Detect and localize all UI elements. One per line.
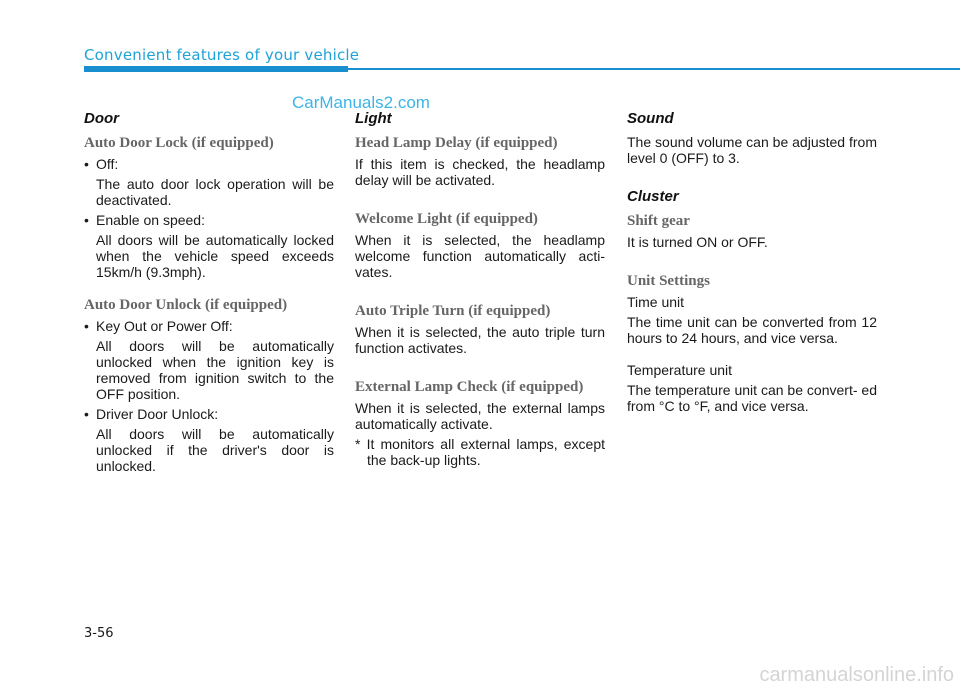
head-lamp-delay-heading: Head Lamp Delay (if equipped) xyxy=(355,135,558,151)
header-rule xyxy=(348,68,960,70)
auto-door-lock-heading: Auto Door Lock (if equipped) xyxy=(84,135,274,151)
cluster-heading: Cluster xyxy=(627,188,679,205)
unlock-driver-item: • Driver Door Unlock: xyxy=(84,406,334,422)
auto-triple-turn-heading: Auto Triple Turn (if equipped) xyxy=(355,303,551,319)
time-unit-label: Time unit xyxy=(627,294,685,310)
welcome-light-heading: Welcome Light (if equipped) xyxy=(355,211,538,227)
door-heading: Door xyxy=(84,110,119,127)
external-lamp-check-text: When it is selected, the external lamps automatically activate. xyxy=(355,400,605,432)
header-accent-bar xyxy=(84,66,348,72)
watermark-link[interactable]: CarManuals2.com xyxy=(292,93,430,112)
auto-triple-turn-text: When it is selected, the auto triple turn function activates. xyxy=(355,324,605,356)
lock-off-item: • Off: xyxy=(84,156,334,172)
column-sound-cluster xyxy=(627,110,877,418)
external-lamp-check-heading: External Lamp Check (if equipped) xyxy=(355,379,584,395)
page-number: 3-56 xyxy=(84,626,114,641)
sound-heading: Sound xyxy=(627,110,674,127)
shift-gear-text: It is turned ON or OFF. xyxy=(627,234,768,250)
footer-watermark: carmanualsonline.info xyxy=(759,664,954,686)
column-door xyxy=(84,110,334,478)
head-lamp-delay-text: If this item is checked, the headlamp delay will be activated. xyxy=(355,156,605,188)
shift-gear-heading: Shift gear xyxy=(627,213,690,229)
unlock-key-text: All doors will be automatically unlocked when the ignition key is removed from ignition switch to the OFF position. xyxy=(96,338,334,402)
section-header-title: Convenient features of your vehicle xyxy=(84,46,360,64)
temperature-unit-label: Temperature unit xyxy=(627,362,733,378)
lock-speed-item: • Enable on speed: xyxy=(84,212,334,228)
welcome-light-text: When it is selected, the headlamp welcome function automatically acti- vates. xyxy=(355,232,605,280)
external-lamp-note: * It monitors all external lamps, except the back-up lights. xyxy=(355,436,605,468)
unlock-key-item: • Key Out or Power Off: xyxy=(84,318,334,334)
unit-settings-heading: Unit Settings xyxy=(627,273,710,289)
lock-off-text: The auto door lock operation will be deactivated. xyxy=(96,176,334,208)
column-light xyxy=(355,110,605,472)
lock-speed-text: All doors will be automatically locked when the vehicle speed exceeds 15km/h (9.3mph). xyxy=(96,232,334,280)
auto-door-unlock-heading: Auto Door Unlock (if equipped) xyxy=(84,297,288,313)
sound-text: The sound volume can be adjusted from level 0 (OFF) to 3. xyxy=(627,134,877,166)
temperature-unit-text: The temperature unit can be convert- ed from °C to °F, and vice versa. xyxy=(627,382,877,414)
time-unit-text: The time unit can be converted from 12 hours to 24 hours, and vice versa. xyxy=(627,314,877,346)
unlock-driver-text: All doors will be automatically unlocked if the driver's door is unlocked. xyxy=(96,426,334,474)
light-heading: Light xyxy=(355,110,392,127)
